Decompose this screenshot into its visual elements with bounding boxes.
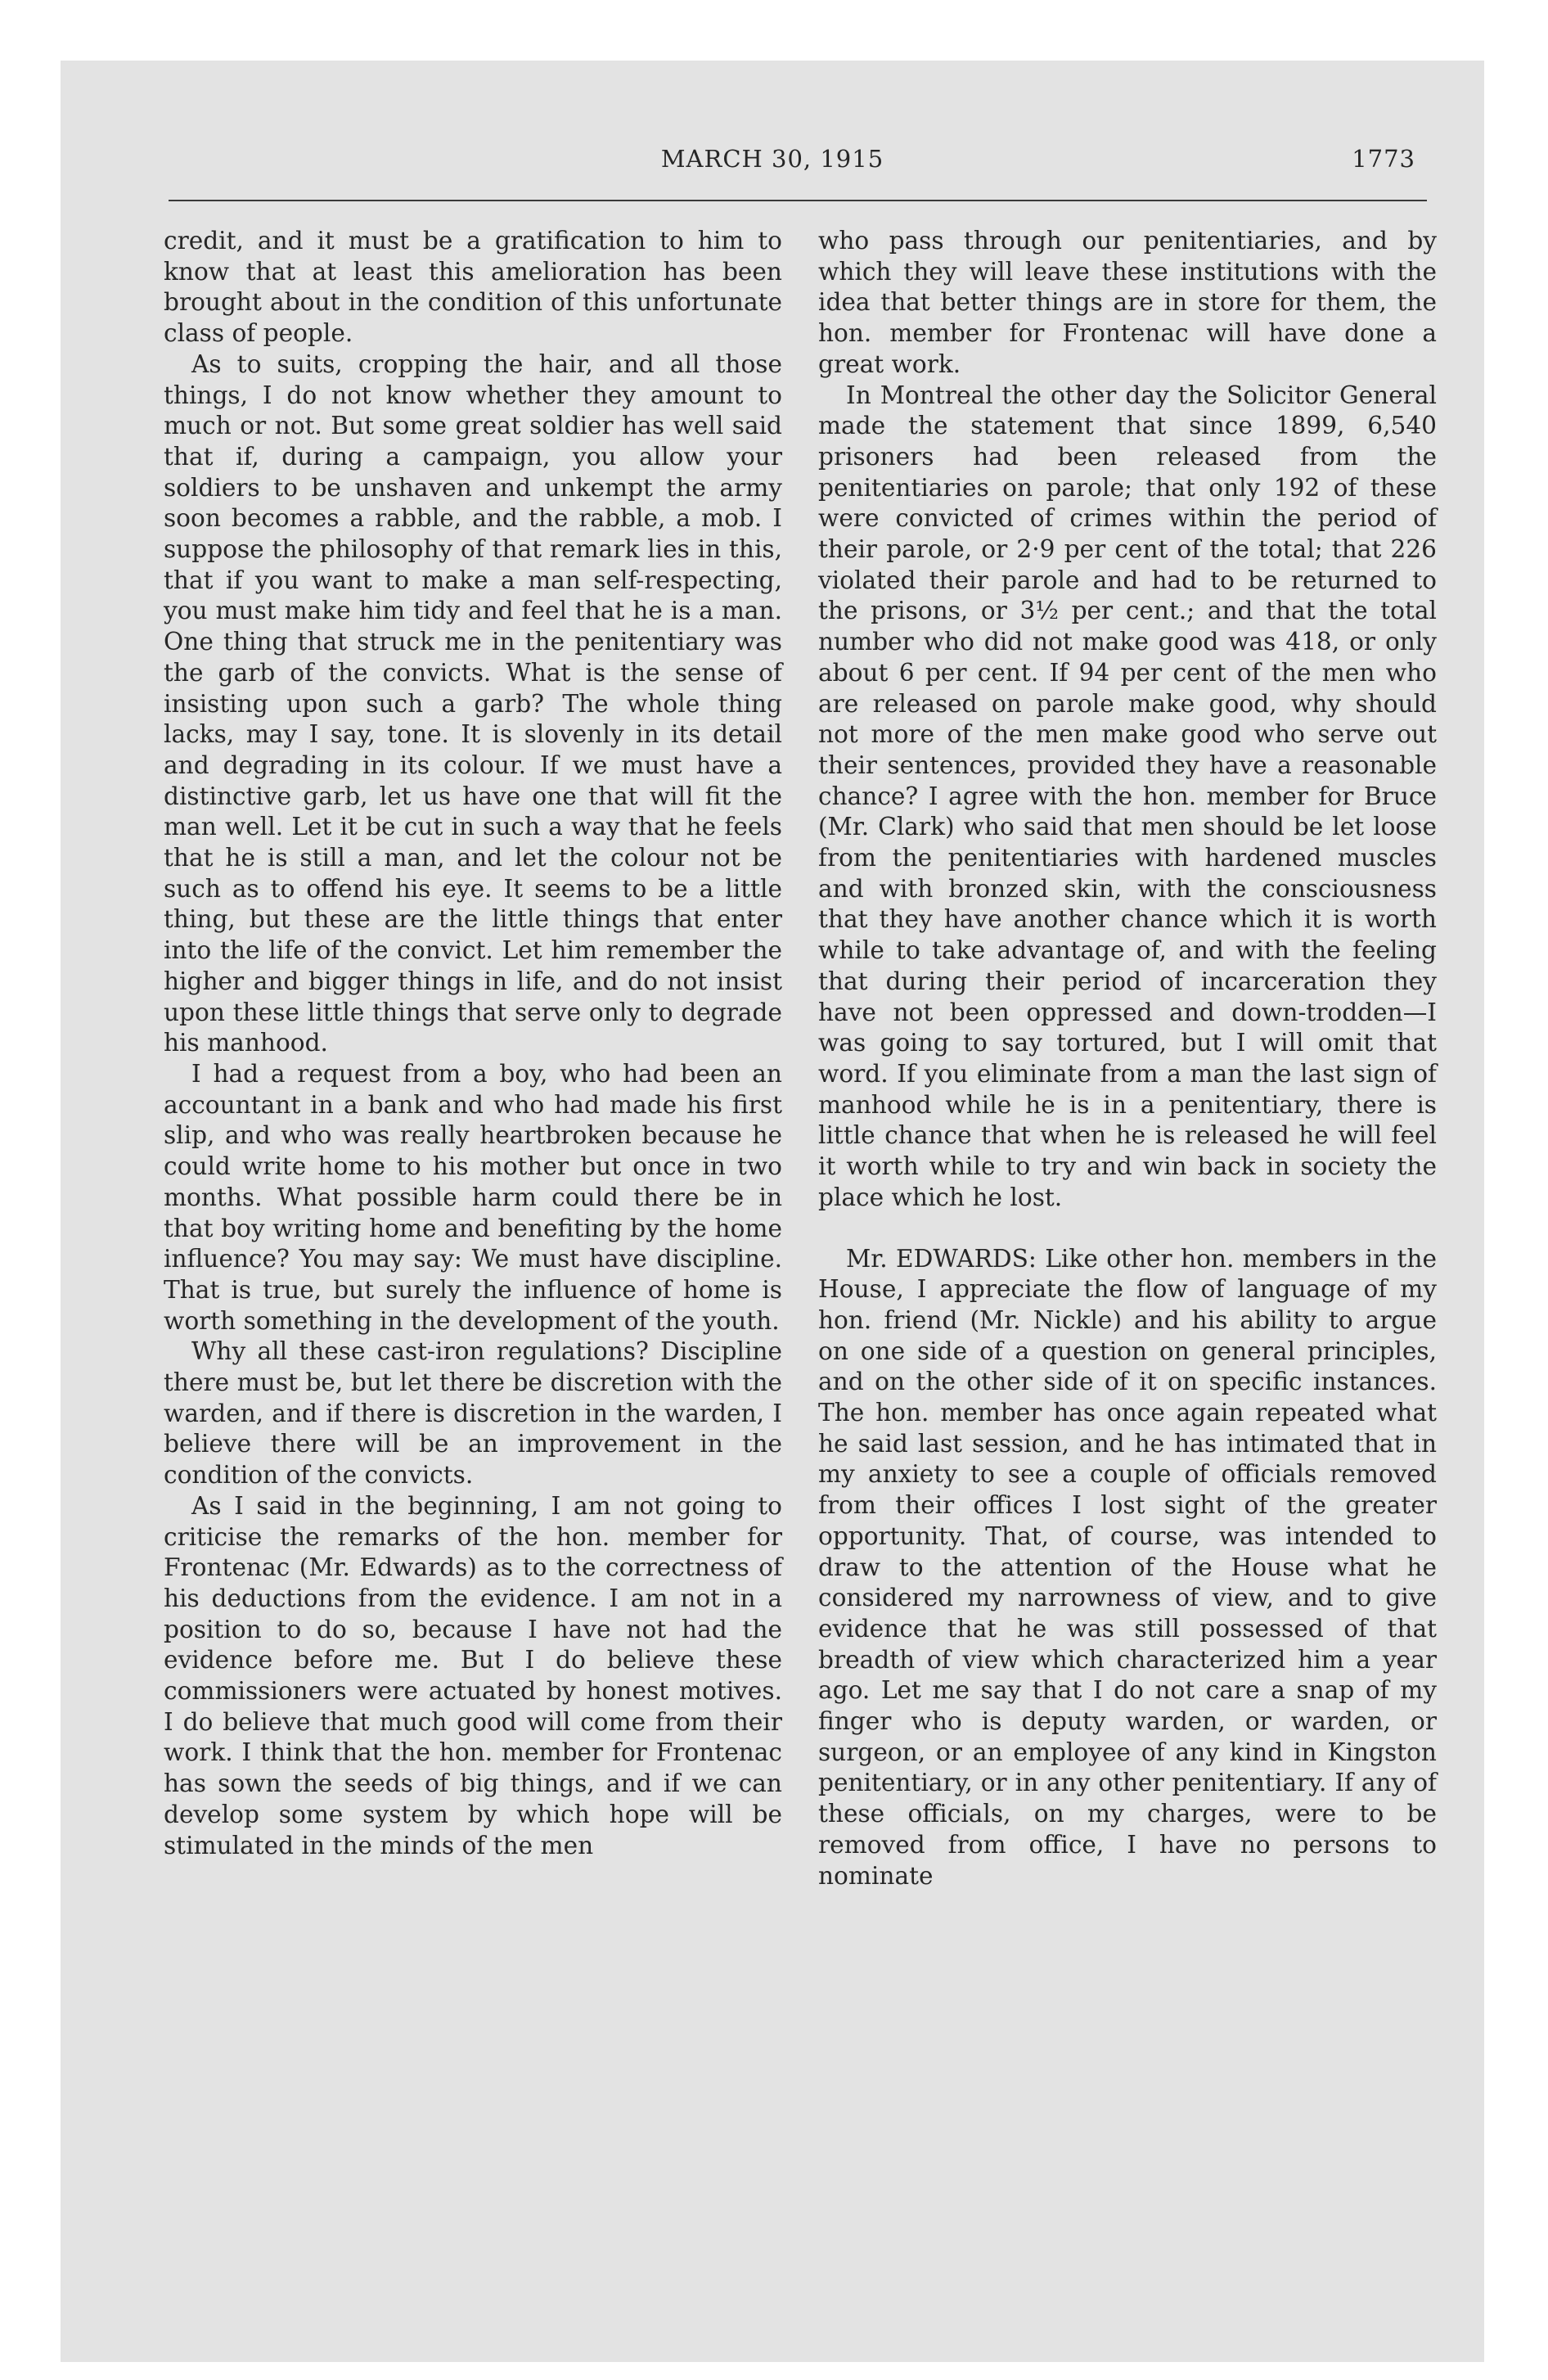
- paragraph: who pass through our penitentiaries, and by which they will leave these institutions with the idea that better things are in store for them, the hon. member for Frontenac will have done a great work.: [818, 227, 1437, 378]
- paragraph: credit, and it must be a gratification to him to know that at least this amelioration has been brought about in the condition of this unfortunate class of people.: [164, 227, 782, 348]
- page-number: 1773: [1352, 145, 1415, 173]
- left-column: [164, 226, 782, 1861]
- paragraph: As to suits, cropping the hair, and all those things, I do not know whether they amount to much or not. But some great soldier has well said that if, during a campaign, you allow your soldiers to be unshaven and unkempt the army soon becomes a rabble, and the rabble, a mob. I suppose the philosophy of that remark lies in this, that if you want to make a man self-respecting, you must make him tidy and feel that he is a man. One thing that struck me in the penitentiary was the garb of the convicts. What is the sense of insisting upon such a garb? The whole thing lacks, may I say, tone. It is slovenly in its detail and degrading in its colour. If we must have a distinctive garb, let us have one that will fit the man well. Let it be cut in such a way that he feels that he is still a man, and let the colour not be such as to offend his eye. It seems to be a little thing, but these are the little things that enter into the life of the convict. Let him remember the higher and bigger things in life, and do not insist upon these little things that serve only to degrade his manhood.: [164, 349, 782, 1057]
- right-column: [818, 226, 1437, 1891]
- paragraph: In Montreal the other day the Solicitor General made the statement that since 1899, 6,540 prisoners had been released from the penitentiaries on parole; that only 192 of these were convicted of crimes within the period of their parole, or 2·9 per cent of the total; that 226 violated their parole and had to be returned to the prisons, or 3½ per cent.; and that the total number who did not make good was 418, or only about 6 per cent. If 94 per cent of the men who are released on parole make good, why should not more of the men make good who serve out their sentences, provided they have a reasonable chance? I agree with the hon. member for Bruce (Mr. Clark) who said that men should be let loose from the penitentiaries with hardened muscles and with bronzed skin, with the consciousness that they have another chance which it is worth while to take advantage of, and with the feeling that during their period of incarceration they have not been oppressed and down-trodden—I was going to say tortured, but I will omit that word. If you eliminate from a man the last sign of manhood while he is in a penitentiary, there is little chance that when he is released he will feel it worth while to try and win back in society the place which he lost.: [818, 381, 1437, 1211]
- paragraph: I had a request from a boy, who had been an accountant in a bank and who had made his first slip, and who was really heartbroken because he could write home to his mother but once in two months. What possible harm could there be in that boy writing home and benefiting by the home influence? You may say: We must have discipline. That is true, but surely the influence of home is worth something in the development of the youth.: [164, 1059, 782, 1335]
- header-rule: [169, 200, 1427, 201]
- running-header: [61, 145, 1484, 178]
- document-page: [61, 61, 1484, 2362]
- header-date: MARCH 30, 1915: [660, 145, 884, 173]
- speaker-paragraph: Mr. EDWARDS: Like other hon. members in the House, I appreciate the flow of language of my hon. friend (Mr. Nickle) and his ability to argue on one side of a question on general principles, and on the other side of it on specific instances. The hon. member has once again repeated what he said last session, and he has intimated that in my anxiety to see a couple of officials removed from their offices I lost sight of the greater opportunity. That, of course, was intended to draw to the attention of the House what he considered my narrowness of view, and to give evidence that he was still possessed of that breadth of view which characterized him a year ago. Let me say that I do not care a snap of my finger who is deputy warden, or warden, or surgeon, or an employee of any kind in Kingston penitentiary, or in any other penitentiary. If any of these officials, on my charges, were to be removed from office, I have no persons to nominate: [818, 1244, 1437, 1890]
- paragraph: Why all these cast-iron regulations? Discipline there must be, but let there be discretion with the warden, and if there is discretion in the warden, I believe there will be an improvement in the condition of the convicts.: [164, 1337, 782, 1490]
- paragraph: As I said in the beginning, I am not going to criticise the remarks of the hon. member for Frontenac (Mr. Edwards) as to the correctness of his deductions from the evidence. I am not in a position to do so, because I have not had the evidence before me. But I do believe these commissioners were actuated by honest motives. I do believe that much good will come from their work. I think that the hon. member for Frontenac has sown the seeds of big things, and if we can develop some system by which hope will be stimulated in the minds of the men: [164, 1491, 782, 1859]
